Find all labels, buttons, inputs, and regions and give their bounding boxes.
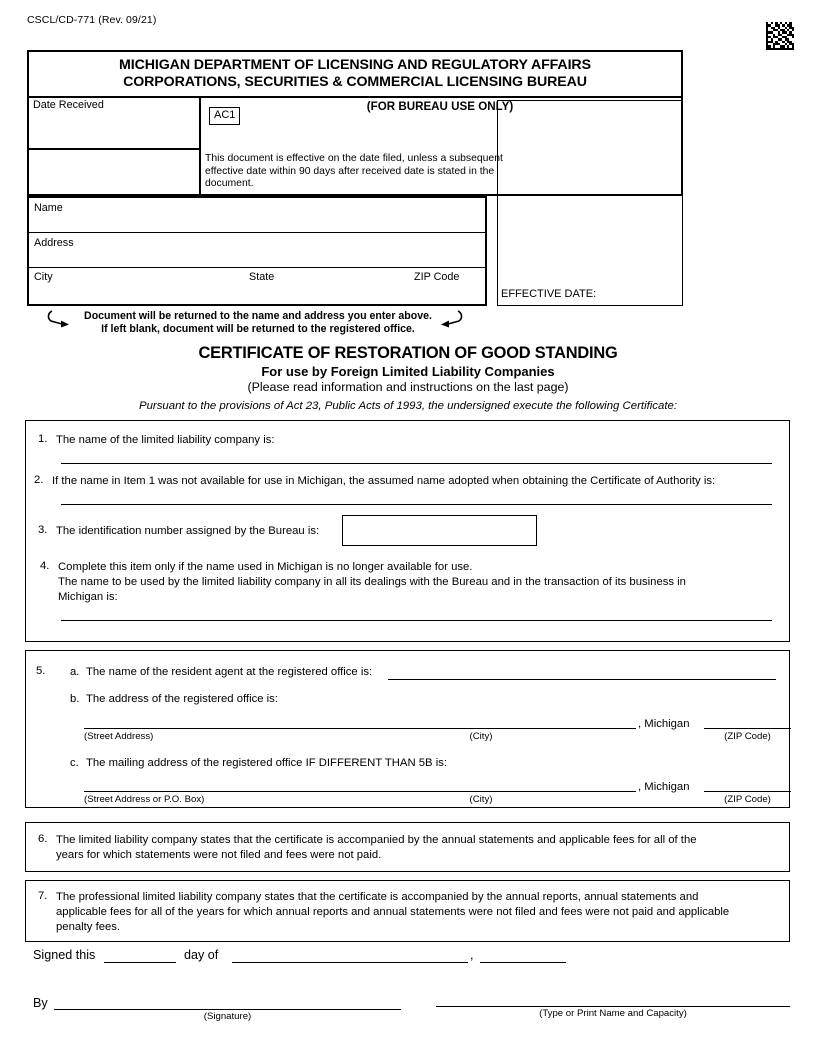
item-5b-zip-sublabel: (ZIP Code) (724, 731, 771, 742)
bureau-use-only-label: (FOR BUREAU USE ONLY) (366, 100, 514, 113)
item-4-line2: The name to be used by the limited liability company in all its dealings with the Bureau and in the transaction of its business in (58, 576, 686, 588)
effective-date-note: This document is effective on the date filed, unless a subsequent effective date within 90 days after received date is stated in the document. (205, 153, 503, 190)
signed-day-line[interactable] (104, 962, 176, 963)
item-5a-letter: a. (70, 666, 80, 678)
form-number: CSCL/CD-771 (Rev. 09/21) (27, 14, 157, 26)
item-5b-state-label: , Michigan (638, 718, 690, 730)
item-7-line1: The professional limited liability company states that the certificate is accompanied by the annual reports, annual statements and (56, 891, 699, 903)
certificate-subtitle: For use by Foreign Limited Liability Companies (261, 364, 555, 379)
item-5c-zip-sublabel: (ZIP Code) (724, 794, 771, 805)
item-5c-zip-line[interactable] (704, 791, 791, 792)
signature-comma: , (470, 948, 474, 962)
pursuant-statement: Pursuant to the provisions of Act 23, Public Acts of 1993, the undersigned execute the following Certificate: (139, 400, 677, 412)
item-3-text: The identification number assigned by the Bureau is: (56, 525, 320, 537)
item-5a-text: The name of the resident agent at the registered office is: (86, 666, 373, 678)
signature-line[interactable] (54, 1009, 401, 1010)
item-2-text: If the name in Item 1 was not available for use in Michigan, the assumed name adopted when obtaining the Certificate of Authority is: (52, 475, 716, 487)
item-6-line1: The limited liability company states that the certificate is accompanied by the annual statements and applicable fees for all of the (56, 834, 697, 846)
item-6-number: 6. (38, 833, 48, 845)
item-5b-text: The address of the registered office is: (86, 693, 278, 705)
item-5c-city-sublabel: (City) (469, 794, 493, 805)
item-4-number: 4. (40, 560, 50, 572)
item-5-box (25, 650, 790, 808)
item-4-line1: Complete this item only if the name used in Michigan is no longer available for use. (58, 561, 473, 573)
item-6-line2: years for which statements were not filed and fees were not paid. (56, 849, 382, 861)
items-1-to-4-box (25, 420, 790, 642)
address-row-divider-1 (29, 232, 485, 233)
signature-sublabel: (Signature) (203, 1011, 252, 1022)
item-1-number: 1. (38, 433, 48, 445)
item-5-number: 5. (36, 665, 46, 677)
zip-field-label: ZIP Code (414, 271, 460, 283)
item-5b-city-sublabel: (City) (469, 731, 493, 742)
item-4-line3: Michigan is: (58, 591, 118, 603)
item-1-text: The name of the limited liability company is: (56, 434, 275, 446)
return-notice-line2: If left blank, document will be returned to the registered office. (101, 322, 415, 335)
item-2-fill-line[interactable] (61, 504, 772, 505)
return-address-box[interactable] (27, 196, 487, 306)
by-label: By (33, 996, 48, 1010)
effective-date-box (497, 100, 683, 306)
date-received-label: Date Received (33, 99, 104, 111)
name-capacity-line[interactable] (436, 1006, 790, 1007)
certificate-title: CERTIFICATE OF RESTORATION OF GOOD STANDING (198, 344, 618, 362)
item-2-number: 2. (34, 474, 44, 486)
item-7-line2: applicable fees for all of the years for which annual reports and annual statements were not filed and fees were not paid and applicable (56, 906, 730, 918)
identification-number-field[interactable] (342, 515, 537, 546)
item-5b-letter: b. (70, 693, 80, 705)
item-4-fill-line[interactable] (61, 620, 772, 621)
item-5b-street-sublabel: (Street Address) (84, 731, 154, 742)
item-5c-letter: c. (70, 757, 79, 769)
return-notice-line1: Document will be returned to the name and address you enter above. (84, 310, 432, 322)
name-capacity-sublabel: (Type or Print Name and Capacity) (539, 1008, 687, 1019)
item-5b-street-city-line[interactable] (84, 728, 636, 729)
effective-date-label: EFFECTIVE DATE: (501, 288, 597, 300)
curved-arrow-left-icon (46, 309, 72, 329)
header-divider (29, 96, 681, 98)
item-5a-agent-name-line[interactable] (388, 679, 776, 680)
signed-this-label: Signed this (33, 948, 96, 962)
datamatrix-barcode-icon (766, 22, 794, 50)
return-notice (78, 310, 438, 335)
item-7-number: 7. (38, 890, 48, 902)
item-3-number: 3. (38, 524, 48, 536)
agency-title-line2: CORPORATIONS, SECURITIES & COMMERCIAL LICENSING BUREAU (123, 74, 587, 90)
item-7-line3: penalty fees. (56, 921, 121, 933)
agency-title-line1: MICHIGAN DEPARTMENT OF LICENSING AND REGULATORY AFFAIRS (119, 57, 591, 73)
state-field-label: State (249, 271, 275, 283)
item-7-box (25, 880, 790, 942)
date-received-divider (29, 148, 199, 150)
signed-year-line[interactable] (480, 962, 566, 963)
certificate-instructions: (Please read information and instructions on the last page) (247, 380, 569, 394)
item-5b-zip-line[interactable] (704, 728, 791, 729)
city-field-label: City (34, 271, 53, 283)
address-row-divider-2 (29, 267, 485, 268)
item-5c-state-label: , Michigan (638, 781, 690, 793)
signed-month-line[interactable] (232, 962, 468, 963)
address-field-label: Address (34, 237, 74, 249)
item-5c-street-sublabel: (Street Address or P.O. Box) (84, 794, 205, 805)
item-6-box (25, 822, 790, 872)
item-1-fill-line[interactable] (61, 463, 772, 464)
item-5c-text: The mailing address of the registered office IF DIFFERENT THAN 5B is: (86, 757, 448, 769)
day-of-label: day of (184, 948, 219, 962)
ac1-code-box: AC1 (209, 107, 240, 125)
name-field-label: Name (34, 202, 63, 214)
item-5c-street-city-line[interactable] (84, 791, 636, 792)
agency-title (29, 52, 681, 91)
curved-arrow-right-icon (438, 309, 464, 329)
